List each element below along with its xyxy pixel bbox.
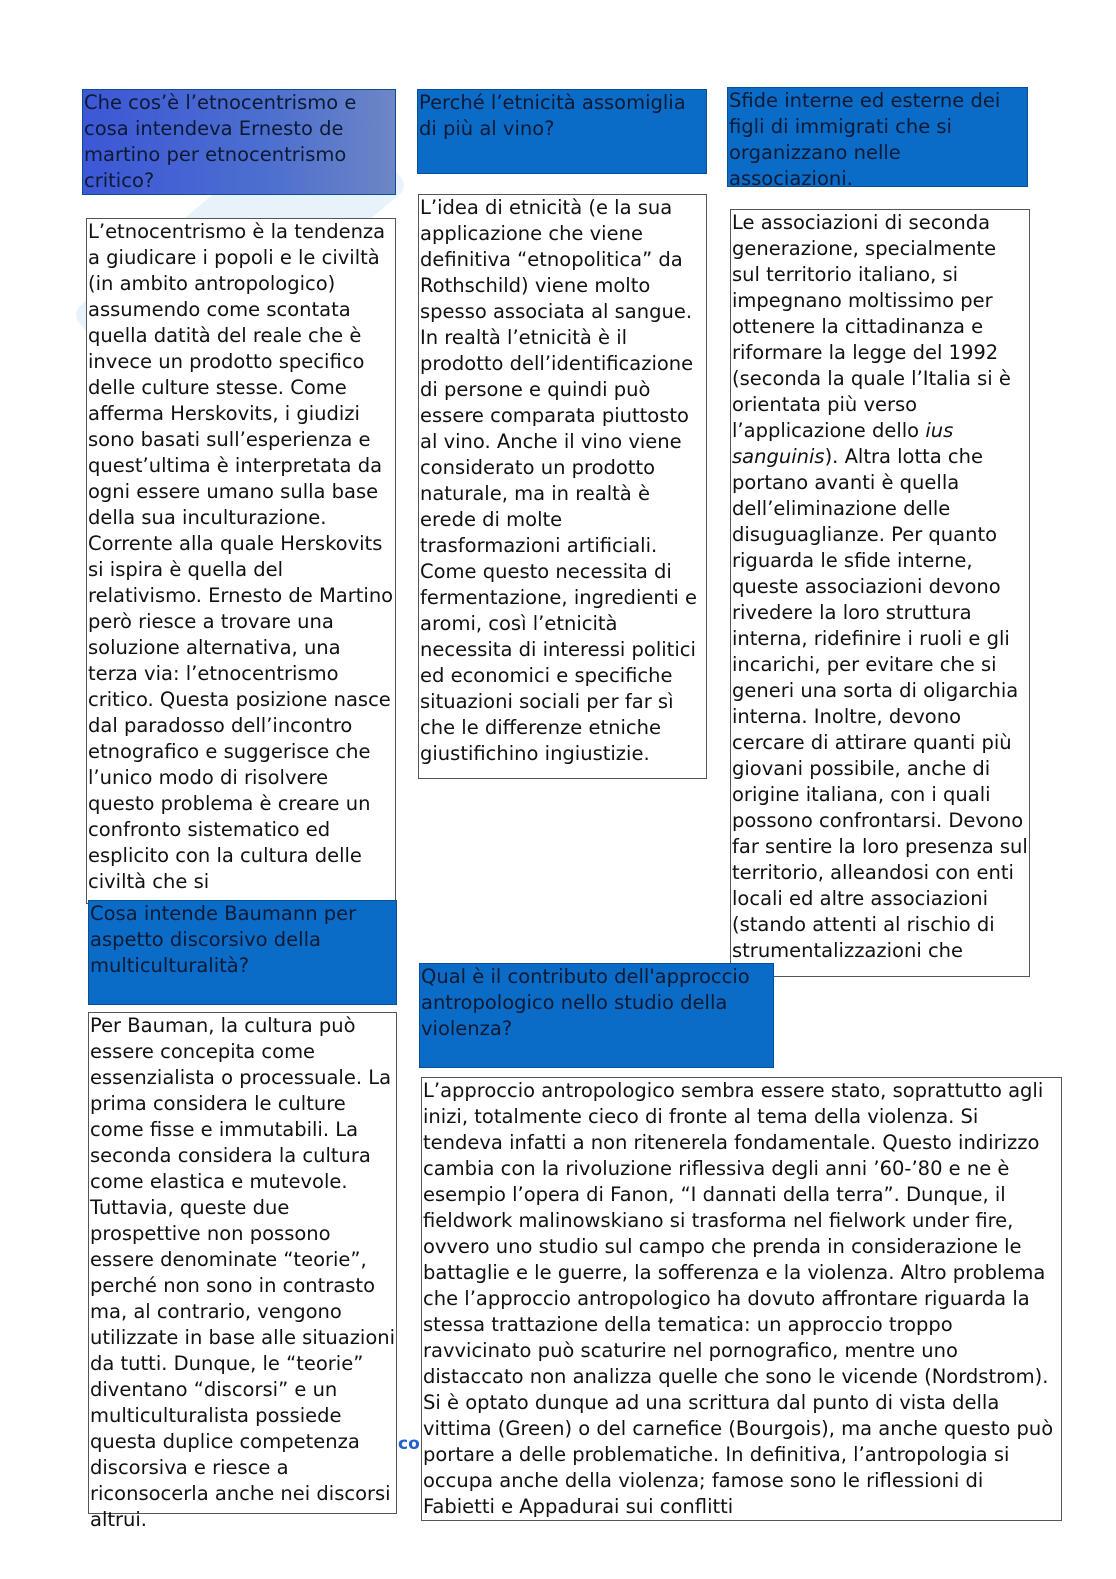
answer-sfide-associazioni-text	[732, 210, 1029, 964]
question-etnicita-vino: Perché l’etnicità assomiglia di più al vino?	[417, 89, 707, 174]
answer-sfide-text-part1: Le associazioni di seconda generazione, specialmente sul territorio italiano, si impegnano moltissimo per ottenere la cittadinanza e riformare la legge del 1992 (seconda la quale l’Italia si è orientata più verso l’applicazione dello	[732, 211, 1011, 442]
answer-baumann-text: Per Bauman, la cultura può essere concepita come essenzialista o processuale. La prima considera le culture come fisse e immutabili. La seconda considera la cultura come elastica e mutevole. Tuttavia, queste due prospettive non possono essere denominate “teorie”, perché non sono in contrasto ma, al contrario, vengono utilizzate in base alle situazioni da tutti. Dunque, le “teorie” diventano “discorsi” e un multiculturalista possiede questa duplice competenza discorsiva e riesce a riconsocerla anche nei discorsi altrui.	[90, 1014, 396, 1531]
question-etnocentrismo: Che cos’è l’etnocentrismo e cosa intendeva Ernesto de martino per etnocentrismo critico?	[82, 89, 396, 195]
stray-text-fragment: co	[398, 1434, 420, 1454]
question-baumann-multiculturalita: Cosa intende Baumann per aspetto discorsivo della multiculturalità?	[88, 900, 397, 1005]
answer-etnicita-vino-text: L’idea di etnicità (e la sua applicazione che viene definitiva “etnopolitica” da Rothschild) viene molto spesso associata al sangue. In realtà l’etnicità è il prodotto dell’identificazione di persone e quindi può essere comparata piuttosto al vino. Anche il vino viene considerato un prodotto naturale, ma in realtà è erede di molte trasformazioni artificiali. Come questo necessita di fermentazione, ingredienti e aromi, così l’etnicità necessita di interessi politici ed economici e specifiche situazioni sociali per far sì che le differenze etniche giustifichino ingiustizie.	[420, 196, 697, 765]
answer-etnocentrismo-text: L’etnocentrismo è la tendenza a giudicare i popoli e le civiltà (in ambito antropologico) assumendo come scontata quella datità del reale che è invece un prodotto specifico delle culture stesse. Come afferma Herskovits, i giudizi sono basati sull’esperienza e quest’ultima è interpretata da ogni essere umano sulla base della sua inculturazione. Corrente alla quale Herskovits si ispira è quella del relativismo. Ernesto de Martino però riesce a trovare una soluzione alternativa, una terza via: l’etnocentrismo critico. Questa posizione nasce dal paradosso dell’incontro etnografico e suggerisce che l’unico modo di risolvere questo problema è creare un confronto sistematico ed esplicito con la cultura delle civiltà che si	[88, 220, 394, 893]
answer-sfide-text-part2: ). Altra lotta che portano avanti è quella dell’eliminazione delle disuguaglianze. Per quanto riguarda le sfide interne, queste associazioni devono rivedere la loro struttura interna, ridefinire i ruoli e gli incarichi, per evitare che si generi una sorta di oligarchia interna. Inoltre, devono cercare di attirare quanti più giovani possibile, anche di origine italiana, con i quali possono confrontarsi. Devono far sentire la loro presenza sul territorio, alleandosi con enti locali ed altre associazioni (stando attenti al rischio di strumentalizzazioni che	[732, 445, 1028, 962]
answer-etnicita-vino	[418, 194, 707, 779]
answer-baumann-multiculturalita	[88, 1012, 397, 1531]
answer-violenza-text: L’approccio antropologico sembra essere stato, soprattutto agli inizi, totalmente cieco di fronte al tema della violenza. Si tendeva infatti a non ritenerela fondamentale. Questo indirizzo cambia con la rivoluzione riflessiva degli anni ’60-’80 e ne è esempio l’opera di Fanon, “I dannati della terra”. Dunque, il fieldwork malinowskiano si trasforma nel fielwork under fire, ovvero uno studio sul campo che prenda in considerazione le battaglie e le guerre, la sofferenza e la violenza. Altro problema che l’approccio antropologico ha dovuto affrontare riguarda la stessa trattazione della tematica: un approccio troppo ravvicinato può scaturire nel pornografico, mentre uno distaccato non analizza quelle che sono le vicende (Nordstrom). Si è optato dunque ad una scrittura dal punto di vista della vittima (Green) o del carnefice (Bourgois), ma anche questo può portare a delle problematiche. In definitiva, l’antropologia si occupa anche della violenza; famose sono le riflessioni di Fabietti e Appadurai sui conflitti	[423, 1079, 1054, 1518]
answer-sfide-text-italic: ius sanguinis	[732, 419, 954, 468]
answer-violenza	[421, 1077, 1062, 1521]
answer-etnocentrismo	[86, 218, 396, 904]
answer-sfide-associazioni	[730, 209, 1030, 977]
question-violenza: Qual è il contributo dell'approccio antropologico nello studio della violenza?	[419, 963, 774, 1068]
question-sfide-associazioni: Sfide interne ed esterne dei figli di immigrati che si organizzano nelle associazioni.	[727, 87, 1028, 187]
